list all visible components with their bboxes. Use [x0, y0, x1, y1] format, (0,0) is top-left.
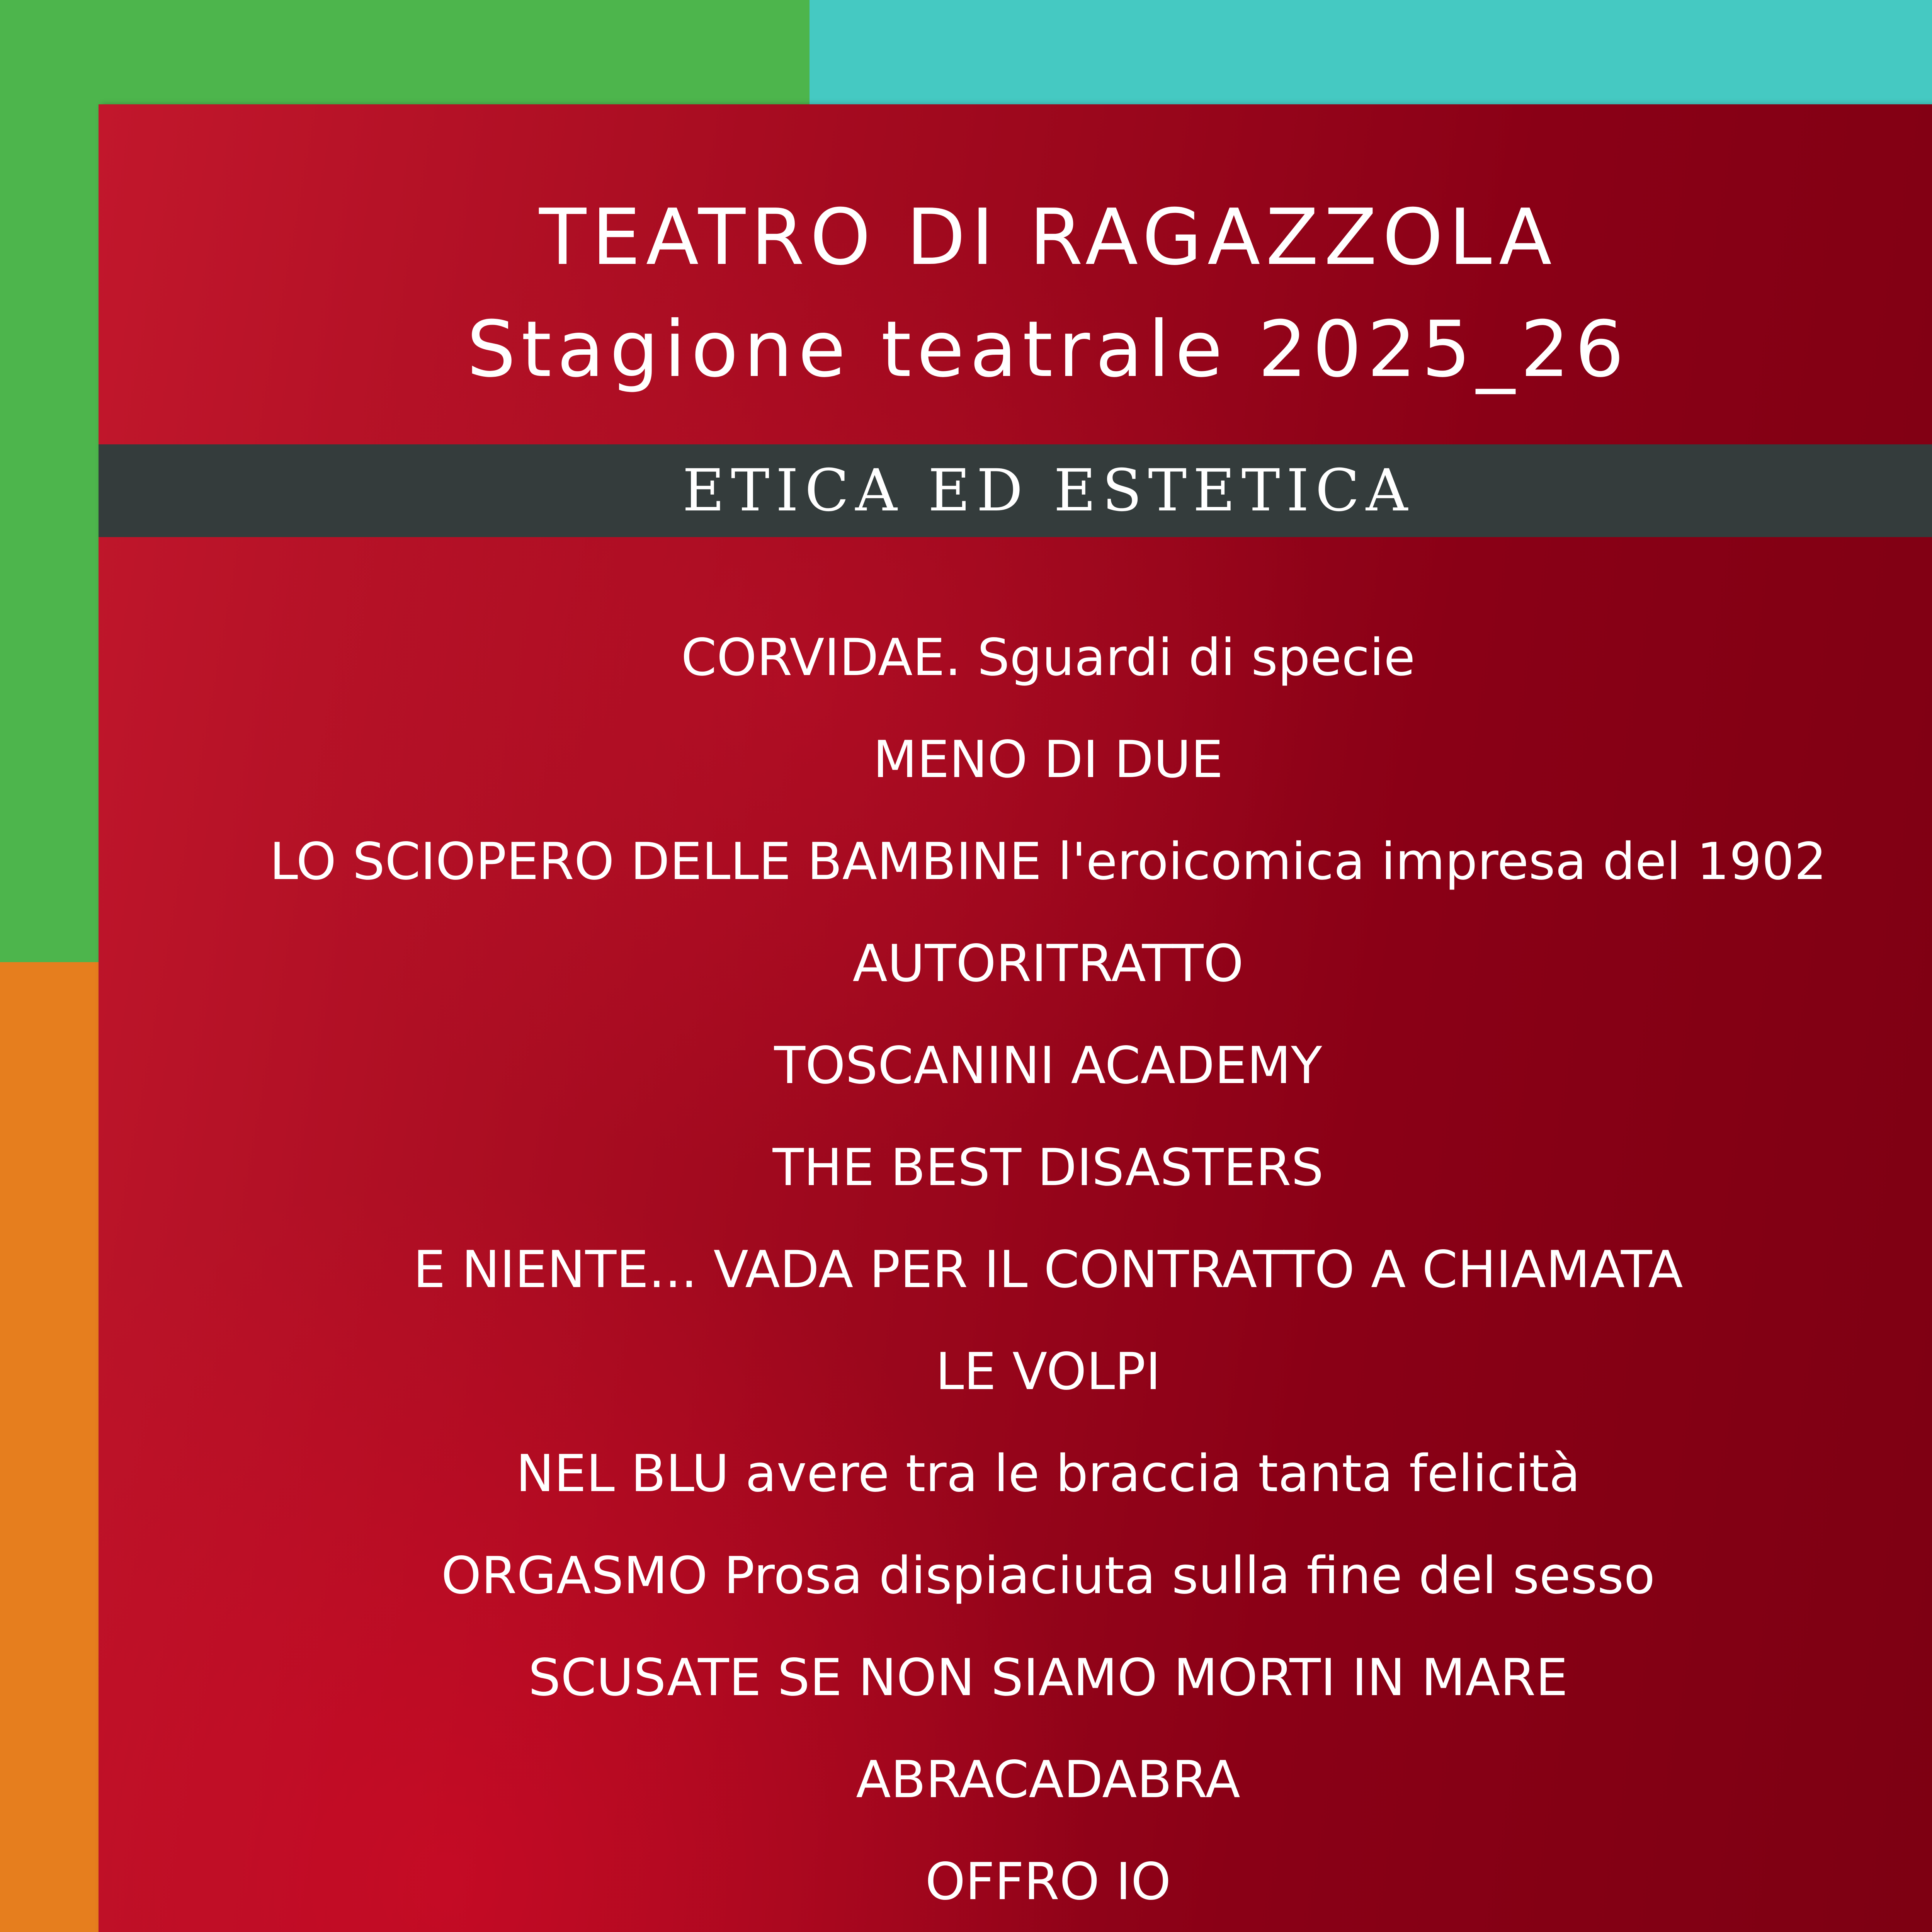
show-item: NEL BLU avere tra le braccia tanta felicità	[516, 1444, 1580, 1503]
show-item: OFFRO IO	[925, 1852, 1171, 1912]
show-item: CORVIDAE. Sguardi di specie	[681, 628, 1415, 687]
theme-label: ETICA ED ESTETICA	[682, 457, 1414, 524]
theatre-title: TEATRO DI RAGAZZOLA	[539, 192, 1557, 282]
theme-band	[99, 444, 1932, 537]
show-item: SCUSATE SE NON SIAMO MORTI IN MARE	[528, 1648, 1568, 1708]
show-item: MENO DI DUE	[873, 730, 1223, 789]
show-item: AUTORITRATTO	[852, 934, 1244, 993]
poster-header	[99, 182, 1932, 406]
show-item: ORGASMO Prosa dispiaciuta sulla fine del sesso	[441, 1546, 1655, 1605]
show-item: ABRACADABRA	[856, 1750, 1240, 1810]
show-item: LO SCIOPERO DELLE BAMBINE l'eroicomica impresa del 1902	[269, 832, 1827, 891]
season-subtitle: Stagione teatrale 2025_26	[466, 304, 1630, 395]
show-item: TOSCANINI ACADEMY	[774, 1036, 1322, 1095]
show-list	[99, 607, 1932, 1932]
show-item: THE BEST DISASTERS	[772, 1138, 1324, 1197]
poster-panel	[99, 104, 1932, 1932]
show-item: LE VOLPI	[935, 1342, 1161, 1401]
show-item: E NIENTE... VADA PER IL CONTRATTO A CHIAMATA	[413, 1240, 1683, 1299]
